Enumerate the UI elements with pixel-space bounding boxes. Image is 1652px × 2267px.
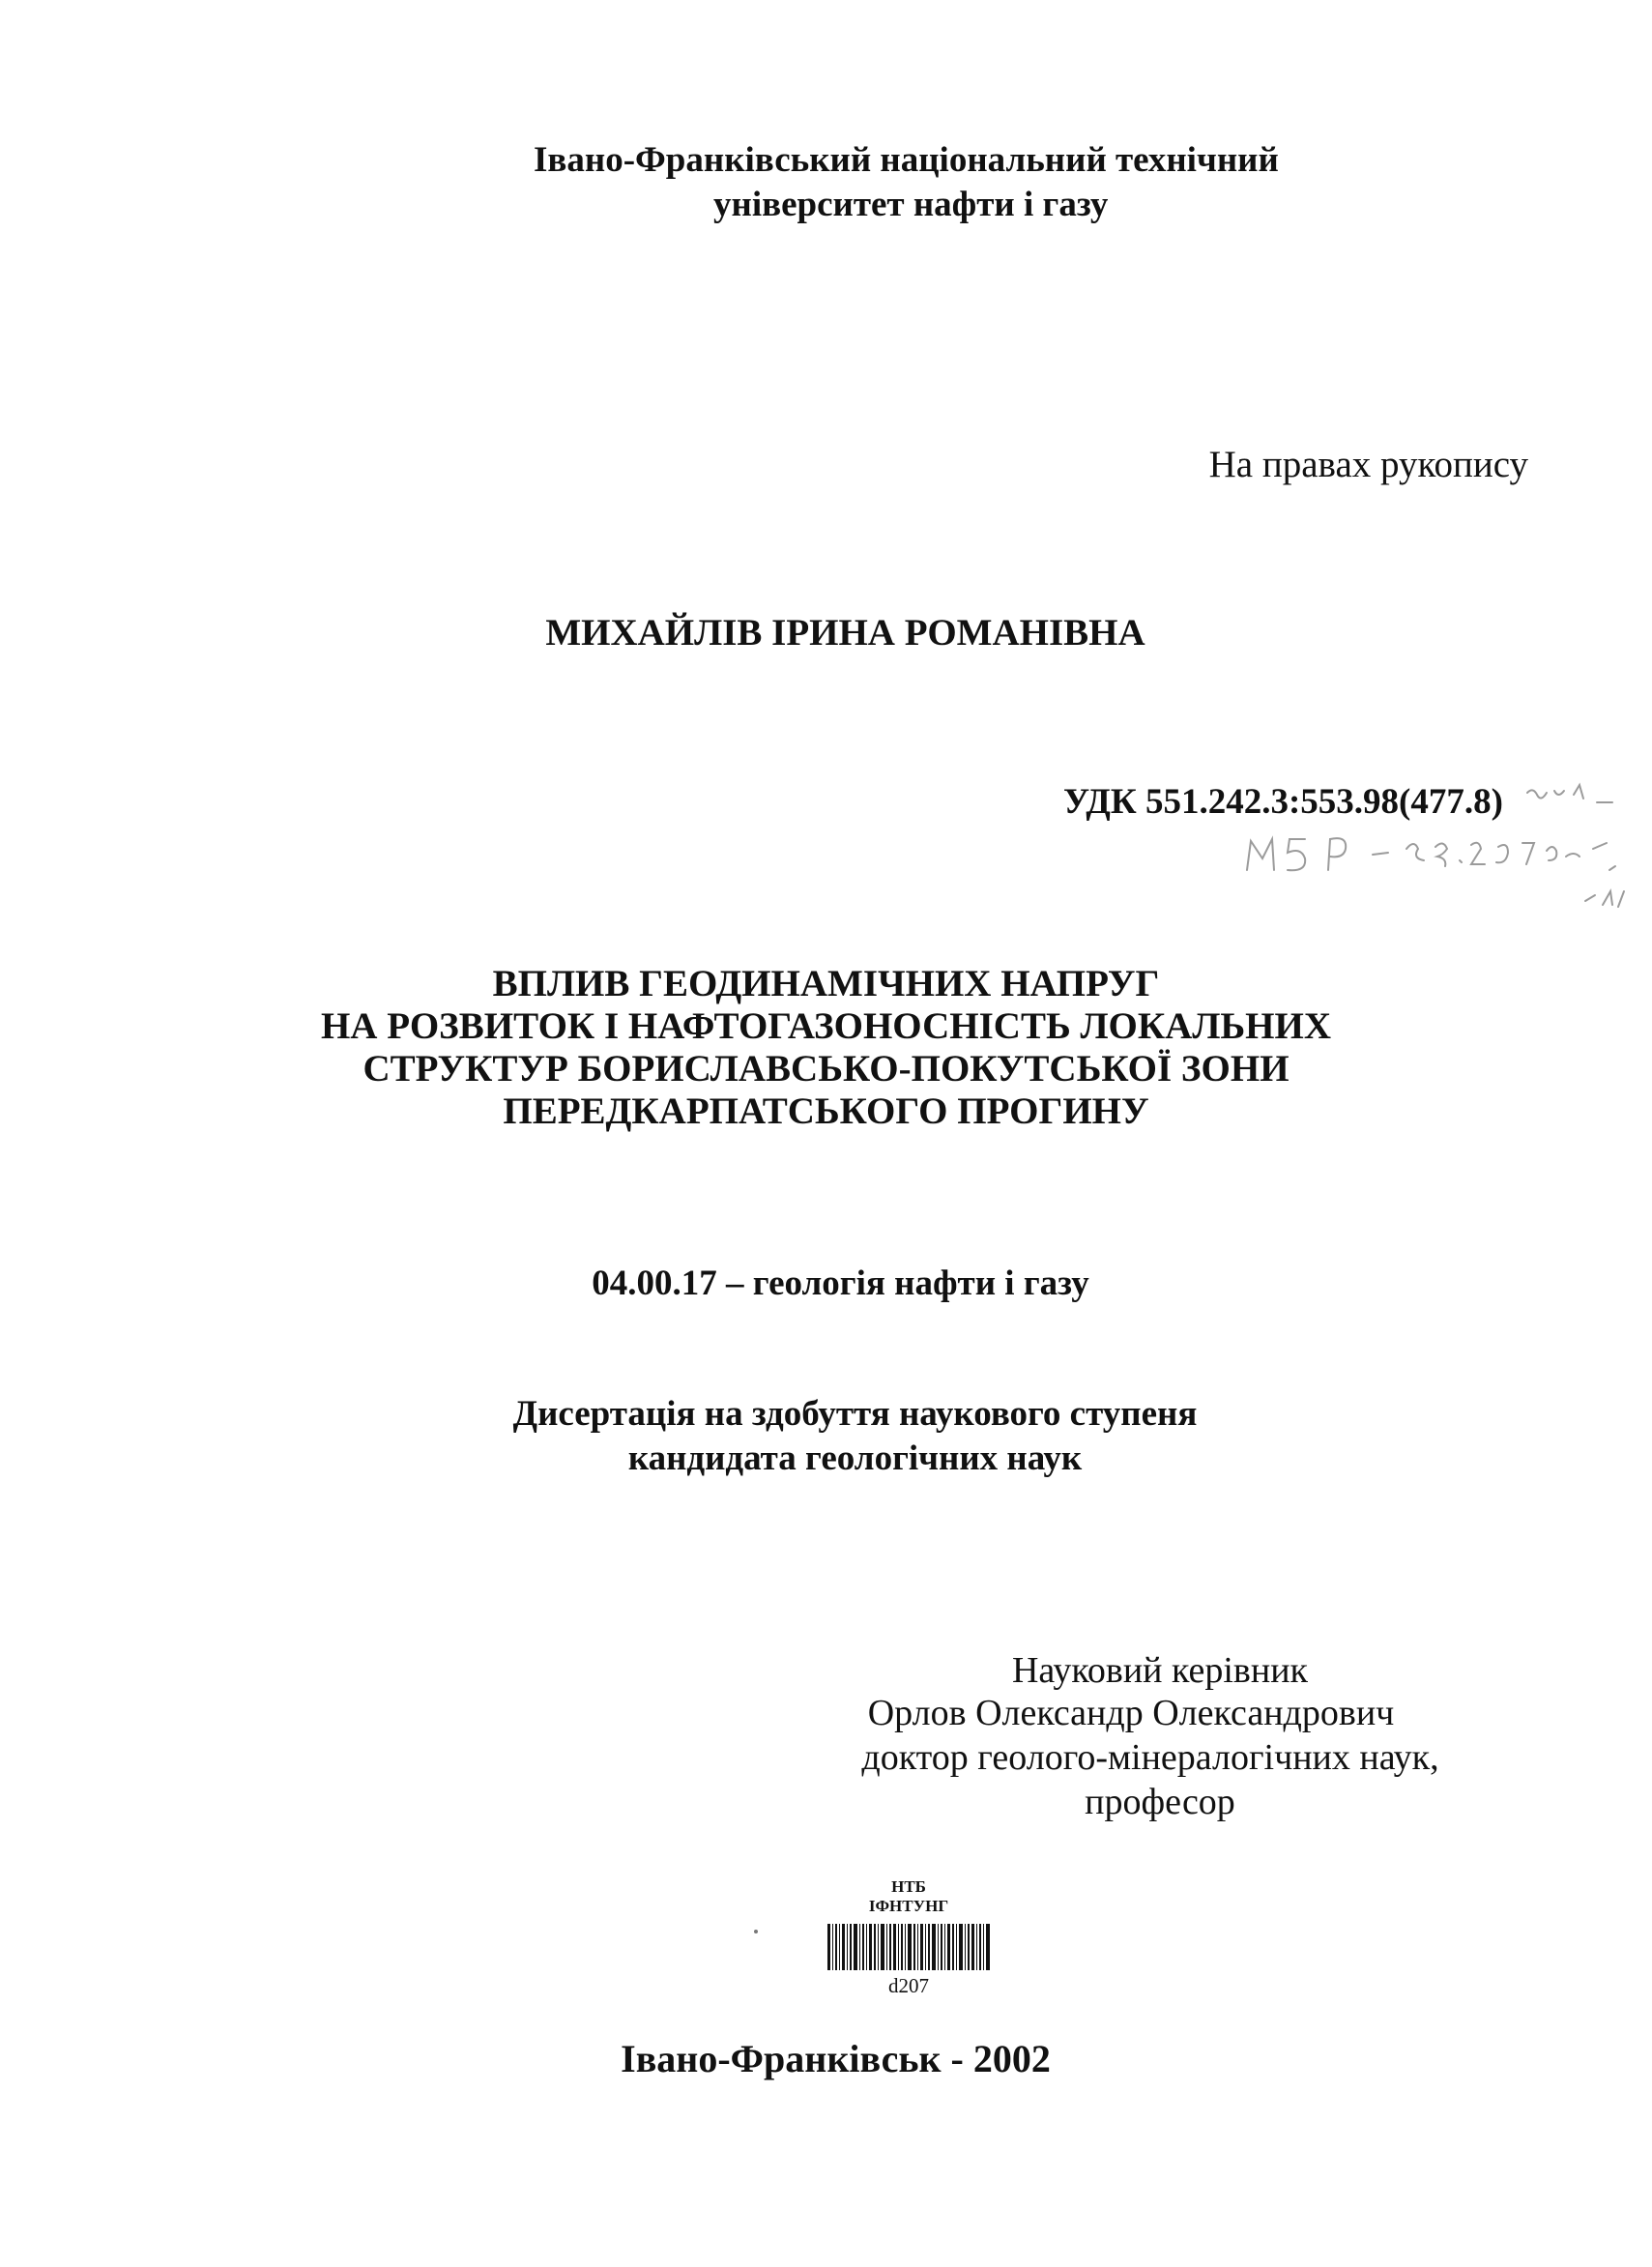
degree-statement-line-2: кандидата геологічних наук — [627, 1439, 1083, 1478]
handwritten-annotation — [1228, 773, 1643, 947]
manuscript-note: На правах рукопису — [1208, 444, 1528, 485]
degree-statement-line-1: Дисертація на здобуття наукового ступеня — [512, 1394, 1198, 1434]
stamp-library-abbrev: НТБ — [891, 1877, 926, 1896]
dissertation-title-line-4: ПЕРЕДКАРПАТСЬКОГО ПРОГИНУ — [503, 1090, 1149, 1132]
supervisor-name: Орлов Олександр Олександрович — [867, 1693, 1395, 1733]
supervisor-degree: доктор геолого-мінералогічних наук, — [861, 1737, 1439, 1778]
dissertation-title-line-1: ВПЛИВ ГЕОДИНАМІЧНИХ НАПРУГ — [492, 963, 1160, 1004]
city-year: Івано-Франківськ - 2002 — [621, 2037, 1051, 2080]
stamp-university-abbrev: ІФНТУНГ — [868, 1897, 949, 1915]
university-name-line-2: університет нафти і газу — [713, 185, 1109, 224]
library-stamp — [822, 1877, 996, 2022]
supervisor-title: професор — [1085, 1782, 1235, 1822]
speciality-code: 04.00.17 – геологія нафти і газу — [592, 1264, 1089, 1303]
university-name-line-1: Івано-Франківський національний технічний — [534, 140, 1279, 180]
dissertation-title-line-3: СТРУКТУР БОРИСЛАВСЬКО-ПОКУТСЬКОЇ ЗОНИ — [362, 1048, 1290, 1090]
stamp-inventory-code: d207 — [888, 1974, 929, 1997]
supervisor-role: Науковий керівник — [1011, 1650, 1309, 1691]
scan-speck — [754, 1930, 758, 1933]
dissertation-title-line-2: НА РОЗВИТОК І НАФТОГАЗОНОСНІСТЬ ЛОКАЛЬНИХ — [320, 1005, 1332, 1047]
barcode-icon — [827, 1924, 990, 1970]
author-name: МИХАЙЛІВ ІРИНА РОМАНІВНА — [545, 612, 1145, 654]
udc-code: УДК 551.242.3:553.98(477.8) — [1063, 782, 1503, 822]
